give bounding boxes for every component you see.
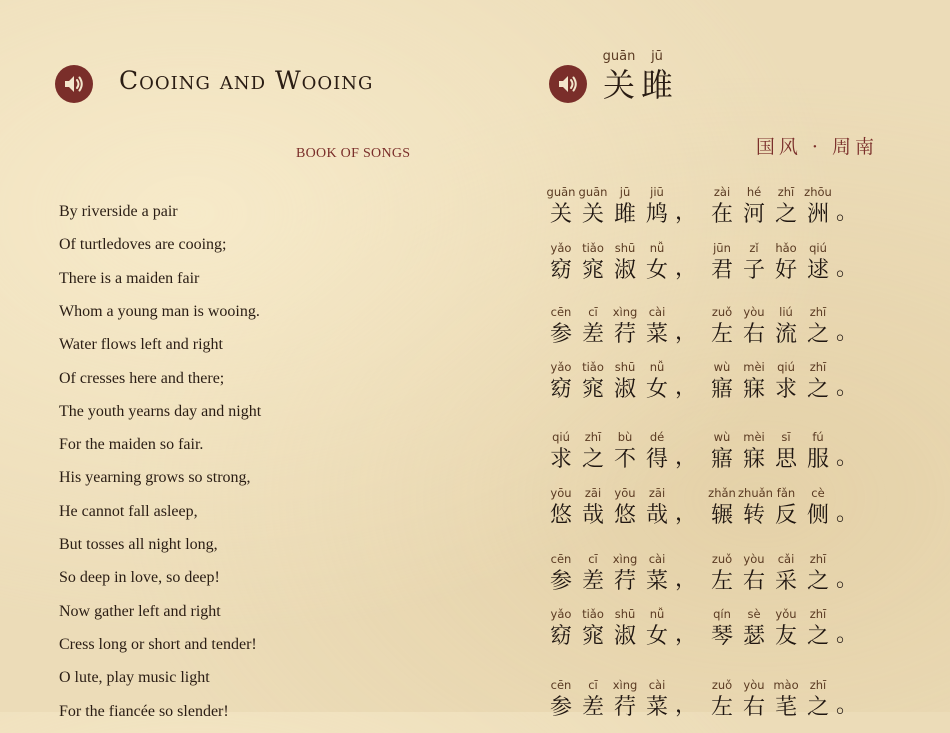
poem-char [802,677,834,723]
title-pinyin: jū [651,49,663,64]
poem-char [609,240,641,286]
pinyin: cǎi [777,552,795,566]
poem-char [545,606,577,652]
pinyin: zhōu [804,185,832,199]
hanzi: 荇 [613,569,636,594]
pinyin: tiǎo [582,360,604,374]
pinyin: nǚ [649,241,665,255]
chinese-poem-line [545,551,875,607]
hanzi: 右 [742,695,765,720]
pinyin: zhī [809,607,827,621]
english-poem-line: Of turtledoves are cooing; [59,236,227,254]
poem-char [545,677,577,723]
pinyin: fú [812,430,824,444]
hanzi: 荇 [613,695,636,720]
poem-char [706,359,738,405]
poem-char [641,240,673,286]
poem-char [641,485,673,531]
hanzi: 关 [549,202,572,227]
hanzi: 哉 [645,503,668,528]
hanzi: 之 [806,377,829,402]
pinyin: sè [747,607,761,621]
poem-char [706,304,738,350]
pinyin: cī [588,678,598,692]
english-poem-line: His yearning grows so strong, [59,469,251,487]
poem-char [609,184,641,230]
poem-char [802,429,834,475]
pinyin: yòu [743,678,765,692]
period-punctuation: 。 [836,693,859,718]
pinyin: yǎo [550,607,572,621]
pinyin: zhī [809,305,827,319]
poem-char [609,606,641,652]
pinyin: jiū [650,185,664,199]
hanzi: 寤 [710,447,733,472]
period-punctuation: 。 [836,622,859,647]
poem-char [770,304,802,350]
poem-char [641,184,673,230]
hanzi: 之 [806,569,829,594]
poem-char [577,485,609,531]
pinyin: cēn [550,305,572,319]
chinese-poem-line [545,485,875,541]
pinyin: mèi [743,430,765,444]
pinyin: guān [578,185,608,199]
poem-char [609,429,641,475]
hanzi: 求 [774,377,797,402]
period-punctuation: 。 [836,375,859,400]
poem-char [738,304,770,350]
comma-punctuation: ， [675,375,698,400]
poem-char [545,429,577,475]
hanzi: 左 [710,569,733,594]
hanzi: 瑟 [742,624,765,649]
comma-punctuation: ， [675,445,698,470]
hanzi: 悠 [613,503,636,528]
hanzi: 差 [581,322,604,347]
pinyin: shū [614,607,636,621]
hanzi: 鸠 [645,202,668,227]
hanzi: 之 [774,202,797,227]
hanzi: 不 [613,447,636,472]
pinyin: zǐ [749,241,759,255]
poem-char [577,677,609,723]
poem-char [738,429,770,475]
pinyin: yǎo [550,241,572,255]
pinyin: zuǒ [711,305,733,319]
poem-char [706,606,738,652]
hanzi: 河 [742,202,765,227]
hanzi: 君 [710,258,733,283]
poem-char [770,359,802,405]
hanzi: 关 [581,202,604,227]
pinyin: jū [619,185,631,199]
hanzi: 在 [710,202,733,227]
pinyin: yòu [743,305,765,319]
pinyin: fǎn [776,486,796,500]
poem-char [577,606,609,652]
pinyin: yǎo [550,360,572,374]
hanzi: 右 [742,322,765,347]
english-poem-line: He cannot fall asleep, [59,502,198,520]
poem-char [738,606,770,652]
pinyin: qiú [552,430,570,444]
period-punctuation: 。 [836,256,859,281]
hanzi: 窕 [581,624,604,649]
poem-char [738,551,770,597]
english-poem-line: For the maiden so fair. [59,436,204,454]
pinyin: cài [648,305,666,319]
poem-char [802,485,834,531]
hanzi: 芼 [774,695,797,720]
pinyin: xìng [612,678,638,692]
poem-char [545,359,577,405]
hanzi: 差 [581,569,604,594]
comma-punctuation: ， [675,320,698,345]
poem-char [706,677,738,723]
pinyin: hé [746,185,762,199]
pinyin: yōu [614,486,636,500]
english-poem-line: Water flows left and right [59,336,223,354]
pinyin: zhī [584,430,602,444]
english-poem-line: Cress long or short and tender! [59,635,257,653]
poem-char [609,359,641,405]
poem-char [706,184,738,230]
pinyin: tiǎo [582,607,604,621]
english-poem-line: For the fiancée so slender! [59,702,229,720]
poem-char [802,606,834,652]
poem-char [802,359,834,405]
comma-punctuation: ， [675,693,698,718]
pinyin: wù [713,430,731,444]
pinyin: zhī [809,678,827,692]
period-punctuation: 。 [836,200,859,225]
hanzi: 逑 [806,258,829,283]
title-char [640,48,674,104]
poem-char [609,485,641,531]
hanzi: 好 [774,258,797,283]
poem-char [738,677,770,723]
english-poem-line: But tosses all night long, [59,536,218,553]
english-source: BOOK OF SONGS [296,146,411,161]
hanzi: 子 [742,258,765,283]
poem-char [641,606,673,652]
hanzi: 寤 [710,377,733,402]
poem-char [802,240,834,286]
hanzi: 辗 [710,503,733,528]
hanzi: 窈 [549,258,572,283]
title-hanzi: 雎 [640,66,673,104]
hanzi: 女 [645,624,668,649]
english-title: Cooing and Wooing [119,66,374,95]
title-char [602,48,636,104]
poem-char [706,240,738,286]
pinyin: dé [649,430,665,444]
hanzi: 之 [806,624,829,649]
poem-char [802,304,834,350]
poem-char [770,429,802,475]
hanzi: 淑 [613,624,636,649]
poem-char [802,551,834,597]
chinese-poem-line [545,184,875,240]
pinyin: mèi [743,360,765,374]
comma-punctuation: ， [675,256,698,281]
poem-char [577,184,609,230]
hanzi: 参 [549,322,572,347]
chinese-poem-line [545,359,875,415]
chinese-poem-line [545,240,875,296]
poem-char [577,240,609,286]
period-punctuation: 。 [836,445,859,470]
hanzi: 之 [806,695,829,720]
poem-char [641,429,673,475]
pinyin: nǚ [649,360,665,374]
poem-char [770,184,802,230]
period-punctuation: 。 [836,567,859,592]
hanzi: 之 [806,322,829,347]
hanzi: 雎 [613,202,636,227]
hanzi: 左 [710,695,733,720]
pinyin: cài [648,552,666,566]
pinyin: jūn [713,241,731,255]
hanzi: 哉 [581,503,604,528]
poem-char [770,240,802,286]
hanzi: 菜 [645,322,668,347]
chinese-audio-button[interactable] [549,65,587,103]
pinyin: zāi [584,486,602,500]
hanzi: 右 [742,569,765,594]
hanzi: 菜 [645,695,668,720]
poem-char [738,240,770,286]
pinyin: shū [614,241,636,255]
comma-punctuation: ， [675,567,698,592]
poem-char [609,677,641,723]
poem-char [641,304,673,350]
english-poem-line: So deep in love, so deep! [59,569,220,587]
hanzi: 女 [645,377,668,402]
english-poem-line: There is a maiden fair [59,269,200,287]
poem-char [577,304,609,350]
title-hanzi: 关 [602,66,635,104]
poem-char [609,304,641,350]
hanzi: 得 [645,447,668,472]
hanzi: 差 [581,695,604,720]
hanzi: 淑 [613,258,636,283]
poem-char [770,606,802,652]
pinyin: cè [811,486,825,500]
hanzi: 转 [742,503,765,528]
english-poem-line: By riverside a pair [59,203,178,220]
hanzi: 淑 [613,377,636,402]
pinyin: cī [588,305,598,319]
poem-char [545,184,577,230]
poem-char [545,304,577,350]
pinyin: zhī [777,185,795,199]
pinyin: xìng [612,552,638,566]
pinyin: qín [713,607,731,621]
hanzi: 思 [774,447,797,472]
hanzi: 悠 [549,503,572,528]
pinyin: zài [713,185,731,199]
poem-char [802,184,834,230]
pinyin: cēn [550,552,572,566]
poem-char [770,677,802,723]
hanzi: 求 [549,447,572,472]
pinyin: liú [779,305,793,319]
hanzi: 窈 [549,624,572,649]
pinyin: nǚ [649,607,665,621]
pinyin: cài [648,678,666,692]
poem-char [770,485,802,531]
hanzi: 参 [549,569,572,594]
pinyin: sī [781,430,791,444]
poem-char [738,485,773,531]
pinyin: guān [546,185,576,199]
pinyin: bù [617,430,633,444]
poem-char [609,551,641,597]
period-punctuation: 。 [836,501,859,526]
poem-char [706,429,738,475]
hanzi: 窈 [549,377,572,402]
comma-punctuation: ， [675,501,698,526]
hanzi: 窕 [581,258,604,283]
chinese-source: 国风 · 周南 [755,136,878,158]
pinyin: qiú [809,241,827,255]
hanzi: 服 [806,447,829,472]
hanzi: 荇 [613,322,636,347]
pinyin: yǒu [775,607,797,621]
chinese-poem-line [545,606,875,662]
pinyin: zhī [809,552,827,566]
pinyin: cēn [550,678,572,692]
poem-char [545,240,577,286]
chinese-poem-line [545,429,875,485]
hanzi: 参 [549,695,572,720]
hanzi: 之 [581,447,604,472]
pinyin: yōu [550,486,572,500]
pinyin: zhǎn [708,486,736,500]
poem-char [545,551,577,597]
pinyin: zuǒ [711,552,733,566]
pinyin: zāi [648,486,666,500]
english-poem-line: The youth yearns day and night [59,402,262,420]
pinyin: shū [614,360,636,374]
pinyin: xìng [612,305,638,319]
chinese-poem-line [545,677,875,733]
pinyin: tiǎo [582,241,604,255]
english-poem-line: Now gather left and right [59,602,221,620]
poem-char [545,485,577,531]
poem-char [738,359,770,405]
title-pinyin: guān [602,49,636,64]
hanzi: 洲 [806,202,829,227]
speaker-icon [557,74,579,94]
pinyin: zuǒ [711,678,733,692]
hanzi: 侧 [806,503,829,528]
period-punctuation: 。 [836,320,859,345]
poem-char [641,359,673,405]
english-audio-button[interactable] [55,65,93,103]
poem-char [641,677,673,723]
poem-char [577,551,609,597]
hanzi: 寐 [742,447,765,472]
hanzi: 流 [774,322,797,347]
hanzi: 寐 [742,377,765,402]
hanzi: 反 [774,503,797,528]
hanzi: 女 [645,258,668,283]
poem-char [706,485,738,531]
pinyin: mào [773,678,799,692]
comma-punctuation: ， [675,622,698,647]
english-poem-line: O lute, play music light [59,669,210,687]
pinyin: wù [713,360,731,374]
poem-char [577,429,609,475]
hanzi: 菜 [645,569,668,594]
pinyin: cī [588,552,598,566]
poem-char [577,359,609,405]
hanzi: 琴 [710,624,733,649]
comma-punctuation: ， [675,200,698,225]
english-poem-line: Of cresses here and there; [59,369,225,387]
poem-char [641,551,673,597]
pinyin: yòu [743,552,765,566]
chinese-poem-line [545,304,875,360]
poem-char [738,184,770,230]
pinyin: zhuǎn [738,486,773,500]
hanzi: 友 [774,624,797,649]
pinyin: qiú [777,360,795,374]
pinyin: zhī [809,360,827,374]
hanzi: 窕 [581,377,604,402]
english-poem-line: Whom a young man is wooing. [59,302,260,320]
poem-char [706,551,738,597]
speaker-icon [63,74,85,94]
hanzi: 采 [774,569,797,594]
poem-char [770,551,802,597]
pinyin: hǎo [775,241,797,255]
hanzi: 左 [710,322,733,347]
